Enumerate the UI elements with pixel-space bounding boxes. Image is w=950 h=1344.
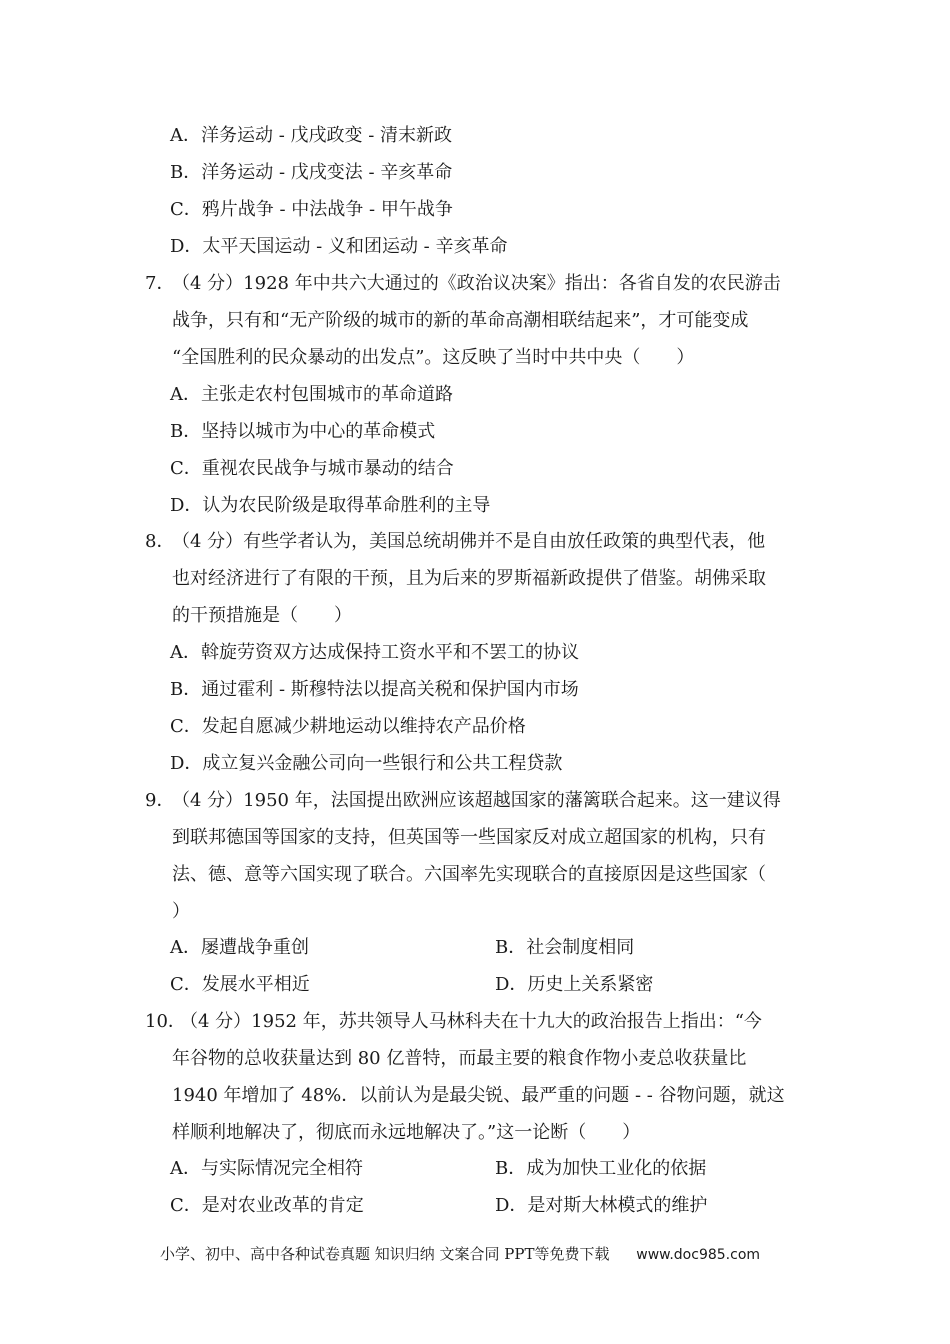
q6-option-a: A．洋务运动 - 戊戌政变 - 清末新政 [170,125,453,146]
q7-number: 7． [145,273,175,294]
q10-stem-line-3: 1940 年增加了 48%．以前认为是最尖锐、最严重的问题 - - 谷物问题，就这 [172,1085,785,1106]
q8-number: 8． [145,531,175,552]
q10-option-d: D．是对斯大林模式的维护 [495,1195,708,1216]
q9-option-c: C．发展水平相近 [170,974,310,995]
q7-option-a: A．主张走农村包围城市的革命道路 [170,384,453,405]
q7-option-c: C．重视农民战争与城市暴动的结合 [170,458,454,479]
page-footer [160,1243,760,1266]
q9-option-d: D．历史上关系紧密 [495,974,654,995]
q9-stem-line-1: （4 分）1950 年，法国提出欧洲应该超越国家的藩篱联合起来。这一建议得 [172,790,781,811]
q10-option-b: B．成为加快工业化的依据 [495,1158,707,1179]
q9-option-b: B．社会制度相同 [495,937,635,958]
q9-stem-line-3: 法、德、意等六国实现了联合。六国率先实现联合的直接原因是这些国家（ [172,864,766,885]
q8-stem-line-2: 也对经济进行了有限的干预，且为后来的罗斯福新政提供了借鉴。胡佛采取 [172,568,766,589]
q10-stem-line-1: （4 分）1952 年，苏共领导人马林科夫在十九大的政治报告上指出：“今 [180,1011,762,1032]
q10-stem-line-2: 年谷物的总收获量达到 80 亿普特，而最主要的粮食作物小麦总收获量比 [172,1048,747,1069]
q10-option-a: A．与实际情况完全相符 [170,1158,363,1179]
q8-option-a: A．斡旋劳资双方达成保持工资水平和不罢工的协议 [170,642,579,663]
q6-option-c: C．鸦片战争 - 中法战争 - 甲午战争 [170,199,453,220]
q10-number: 10． [145,1011,186,1032]
q8-stem-line-3: 的干预措施是（ ） [172,605,352,626]
q6-option-b: B．洋务运动 - 戊戌变法 - 辛亥革命 [170,162,453,183]
q7-option-d: D．认为农民阶级是取得革命胜利的主导 [170,495,491,516]
q6-option-d: D．太平天国运动 - 义和团运动 - 辛亥革命 [170,236,508,257]
q7-stem-line-3: “全国胜利的民众暴动的出发点”。这反映了当时中共中央（ ） [172,347,695,368]
q9-stem-line-4: ） [172,901,190,922]
q7-option-b: B．坚持以城市为中心的革命模式 [170,421,436,442]
q8-option-d: D．成立复兴金融公司向一些银行和公共工程贷款 [170,753,563,774]
q9-number: 9． [145,790,175,811]
q8-option-b: B．通过霍利 - 斯穆特法以提高关税和保护国内市场 [170,679,579,700]
q9-option-a: A．屡遭战争重创 [170,937,309,958]
footer-url-link[interactable]: www.doc985.com [636,1247,761,1263]
q8-stem-line-1: （4 分）有些学者认为，美国总统胡佛并不是自由放任政策的典型代表，他 [172,531,766,552]
footer-text: 小学、初中、高中各种试卷真题 知识归纳 文案合同 PPT等免费下载 [160,1245,610,1263]
q10-stem-line-4: 样顺利地解决了，彻底而永远地解决了。”这一论断（ ） [172,1122,641,1143]
q9-stem-line-2: 到联邦德国等国家的支持，但英国等一些国家反对成立超国家的机构，只有 [172,827,766,848]
q8-option-c: C．发起自愿减少耕地运动以维持农产品价格 [170,716,526,737]
q10-option-c: C．是对农业改革的肯定 [170,1195,364,1216]
q7-stem-line-1: （4 分）1928 年中共六大通过的《政治议决案》指出：各省自发的农民游击 [172,273,781,294]
q7-stem-line-2: 战争，只有和“无产阶级的城市的新的革命高潮相联结起来”，才可能变成 [172,310,749,331]
